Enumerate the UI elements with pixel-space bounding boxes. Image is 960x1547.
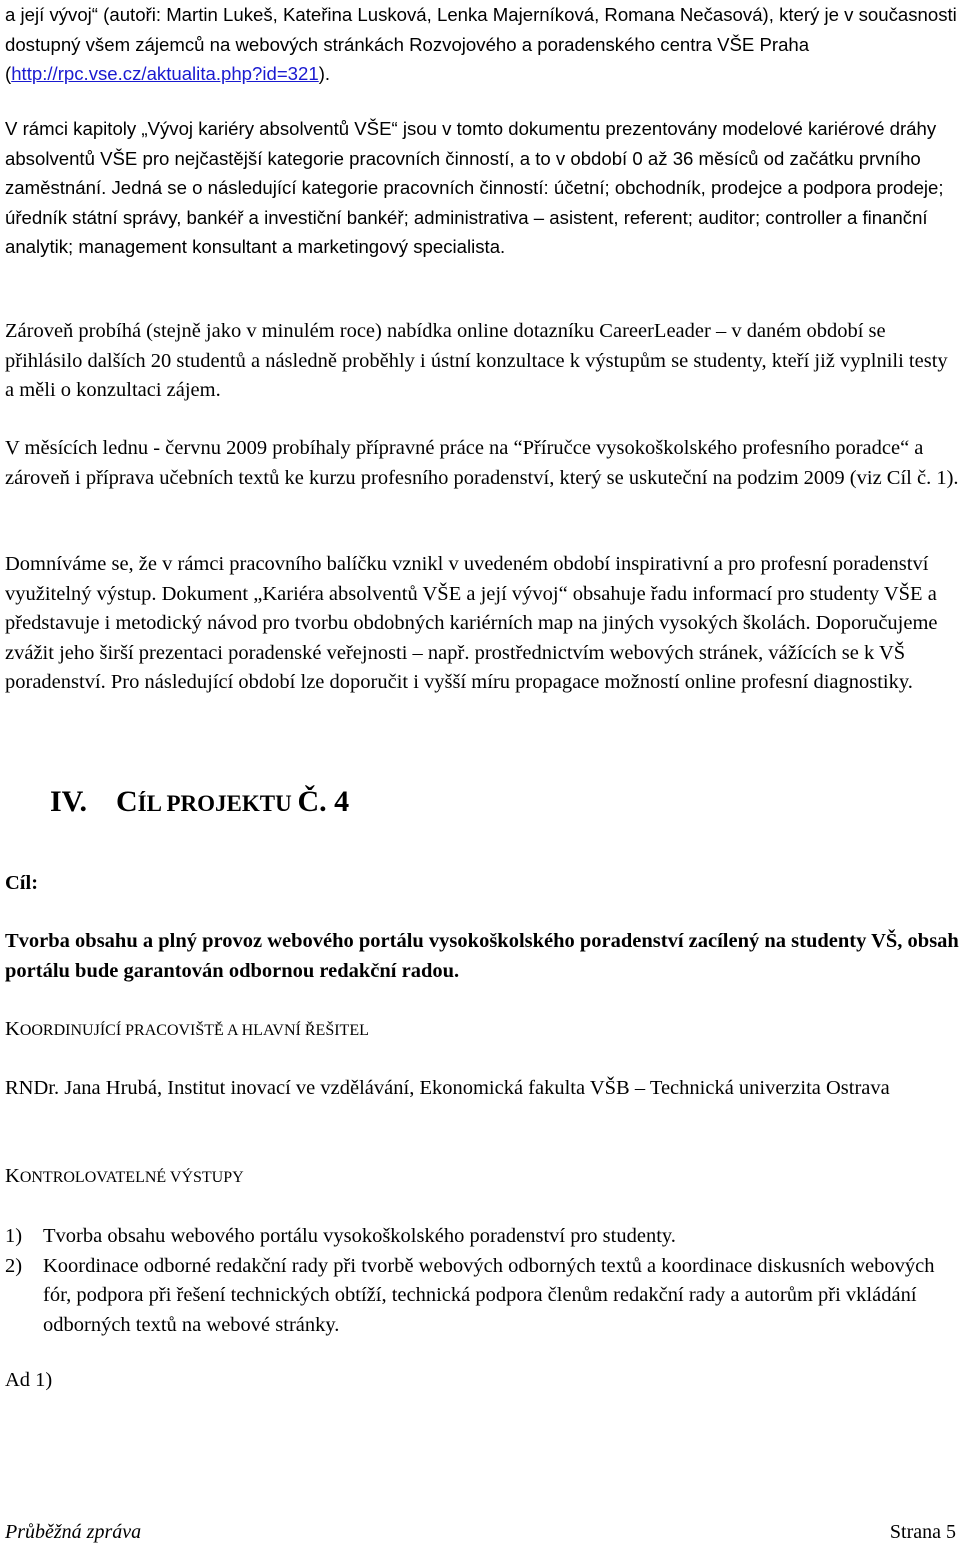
goal-label (5, 869, 960, 899)
list-item-text: Koordinace odborné redakční rady při tvorbě webových odborných textů a koordinace diskusních webových fór, podpora při řešení technických obtíží, technická podpora členům redakční rady a autorům při vkládání odborných textů na webové stránky. (43, 1254, 935, 1336)
ad1-label (5, 1366, 960, 1396)
coord-text (5, 1074, 960, 1104)
chapter-title-initial: C (116, 785, 138, 818)
goal-text-body: Tvorba obsahu a plný provoz webového portálu vysokoškolského poradenství zacílený na studenty VŠ, obsah portálu bude garantován odbornou redakční radou. (5, 930, 959, 982)
goal-label-text: Cíl: (5, 872, 39, 894)
opinion-text: Domníváme se, že v rámci pracovního balíčku vznikl v uvedeném období inspirativní a pro profesní poradenství využitelný výstup. Dokument „Kariéra absolventů VŠE a její vývoj“ obsahuje řadu informací pro studenty VŠE a představuje i metodický návod pro tvorbu obdobných kariérních map na jiných vysokých školách. Doporučujeme zvážit jeho širší prezentaci poradenské veřejnosti – např. prostřednictvím webových stránek, vážících se k VŠ poradenství. Pro následující období lze doporučit i vyšší míru propagace možností online profesní diagnostiky. (5, 553, 938, 693)
outputs-heading-rest: ONTROLOVATELNÉ VÝSTUPY (19, 1169, 244, 1186)
list-item-text: Tvorba obsahu webového portálu vysokoškolského poradenství pro studenty. (43, 1225, 676, 1247)
months-paragraph (5, 434, 960, 493)
career-text: V rámci kapitoly „Vývoj kariéry absolventů VŠE“ jsou v tomto dokumentu prezentovány modelové kariérové dráhy absolventů VŠE pro nejčastější kategorie pracovních činností, a to v období 0 až 36 měsíců od začátku prvního zaměstnání. (5, 118, 937, 198)
coord-heading-rest: OORDINUJÍCÍ PRACOVIŠTĚ A HLAVNÍ ŘEŠITEL (19, 1022, 369, 1039)
intro-paragraph (5, 0, 960, 89)
chapter-title-end: Č. (297, 785, 327, 818)
outputs-heading-initial: K (5, 1165, 20, 1187)
ad1-text: Ad 1) (5, 1369, 53, 1391)
career-paragraph (5, 114, 960, 262)
months-text: V měsících lednu - červnu 2009 probíhaly přípravné práce na “Příručce vysokoškolského profesního poradce“ a zároveň i příprava učebních textů ke kurzu profesního poradenství, který se uskuteční na podzim 2009 (viz Cíl č. 1). (5, 437, 959, 489)
list-item-number: 1) (5, 1225, 23, 1247)
careerleader-paragraph (5, 317, 960, 406)
coord-heading (5, 1018, 369, 1041)
chapter-heading (50, 785, 349, 819)
outputs-heading (5, 1165, 244, 1188)
outputs-list (5, 1222, 960, 1340)
chapter-number: IV. (50, 785, 87, 818)
rpc-link[interactable]: http://rpc.vse.cz/aktualita.php?id=321 (11, 63, 319, 84)
list-item (5, 1252, 960, 1341)
goal-text (5, 927, 960, 986)
coord-heading-initial: K (5, 1018, 20, 1040)
careerleader-text: Zároveň probíhá (stejně jako v minulém roce) nabídka online dotazníku CareerLeader – v daném období se přihlásilo dalších 20 studentů a následně proběhly i ústní konzultace k výstupům se studenty, kteří již vyplnili testy a měli o konzultaci zájem. (5, 320, 948, 401)
coord-text-body: RNDr. Jana Hrubá, Institut inovací ve vzdělávání, Ekonomická fakulta VŠB – Technická univerzita Ostrava (5, 1077, 890, 1099)
opinion-paragraph (5, 550, 960, 698)
intro-text: a její vývoj“ (autoři: Martin Lukeš, Kateřina Lusková, Lenka Majerníková, Romana Nečasová), který je v současnosti dostupný všem zájemců na webových stránkách Rozvojového a poradenského centra VŠE Praha ( (5, 4, 957, 84)
intro-text-end: ). (318, 63, 331, 84)
chapter-title-number: 4 (326, 785, 350, 818)
footer-page-number: Strana 5 (889, 1521, 956, 1543)
list-item (5, 1222, 960, 1252)
list-item-number: 2) (5, 1254, 23, 1277)
footer-report-title: Průběžná zpráva (5, 1521, 142, 1543)
career-text-cont: Jedná se o následující kategorie pracovních činností: účetní; obchodník, prodejce a podpora prodeje; úředník státní správy, bankéř a investiční bankéř; administrativa – asistent, referent; auditor; controller a finanční analytik; management konsultant a marketingový specialista. (5, 177, 944, 257)
chapter-title-rest: ÍL PROJEKTU (137, 791, 298, 816)
